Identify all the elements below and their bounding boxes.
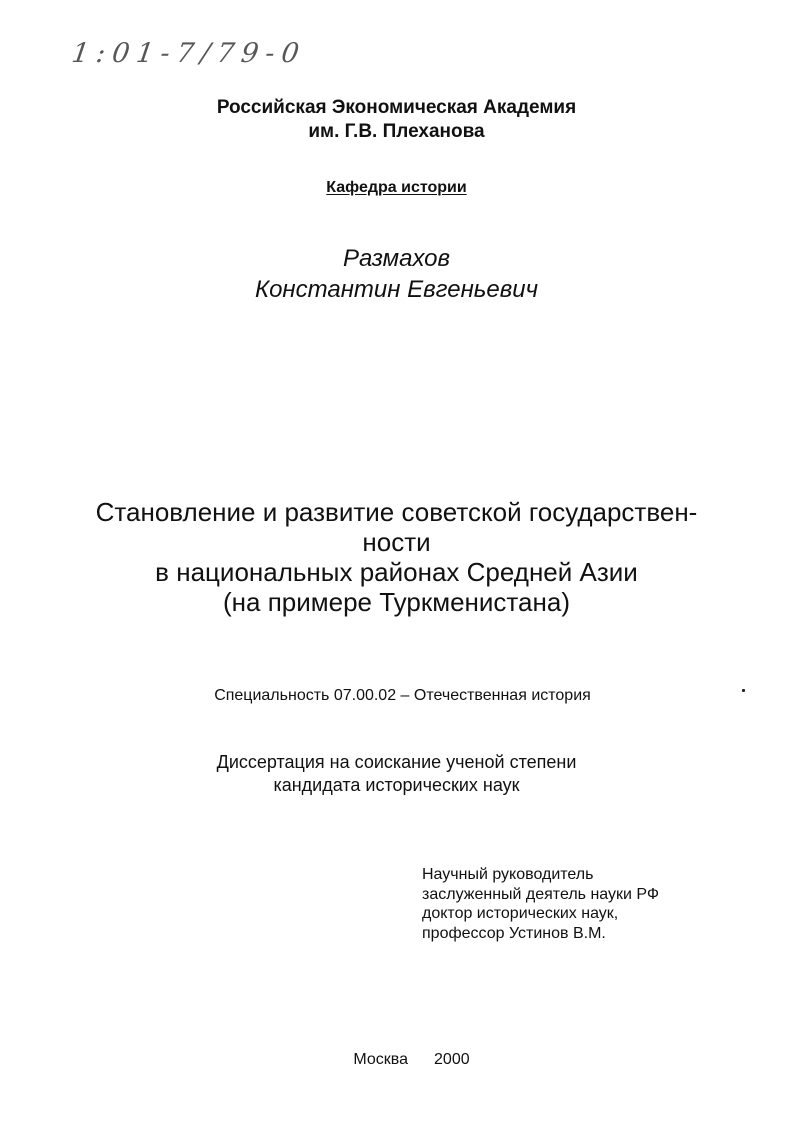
handwritten-catalog-number: 1:01-7/79-0: [69, 38, 308, 69]
advisor-line: доктор исторических наук,: [422, 905, 619, 922]
degree-line: Диссертация на соискание ученой степени: [216, 752, 577, 772]
scientific-advisor: [422, 865, 659, 943]
institution-name: [0, 96, 793, 144]
degree-line: кандидата исторических наук: [273, 775, 520, 795]
department-name: [0, 178, 793, 198]
title-line: ности: [362, 527, 431, 557]
city: Москва: [353, 1051, 409, 1068]
advisor-line: Научный руководитель: [422, 866, 594, 883]
institution-line: им. Г.В. Плеханова: [308, 121, 485, 142]
author-surname: Размахов: [342, 245, 451, 272]
department-label: Кафедра истории: [326, 179, 467, 196]
scan-speck: [742, 689, 745, 692]
author-name: [0, 243, 793, 305]
dissertation-title: [0, 497, 793, 617]
year: 2000: [434, 1051, 470, 1068]
author-given-names: Константин Евгеньевич: [254, 276, 539, 303]
advisor-line: заслуженный деятель науки РФ: [422, 885, 660, 903]
degree-statement: [0, 751, 793, 797]
institution-line: Российская Экономическая Академия: [216, 97, 577, 118]
city-and-year: [15, 1050, 793, 1070]
title-line: Становление и развитие советской государствен-: [95, 497, 698, 527]
title-line: (на примере Туркменистана): [223, 587, 570, 617]
specialty: Специальность 07.00.02 – Отечественная история: [214, 687, 591, 704]
title-line: в национальных районах Средней Азии: [155, 557, 638, 587]
advisor-line: профессор Устинов В.М.: [422, 924, 606, 942]
